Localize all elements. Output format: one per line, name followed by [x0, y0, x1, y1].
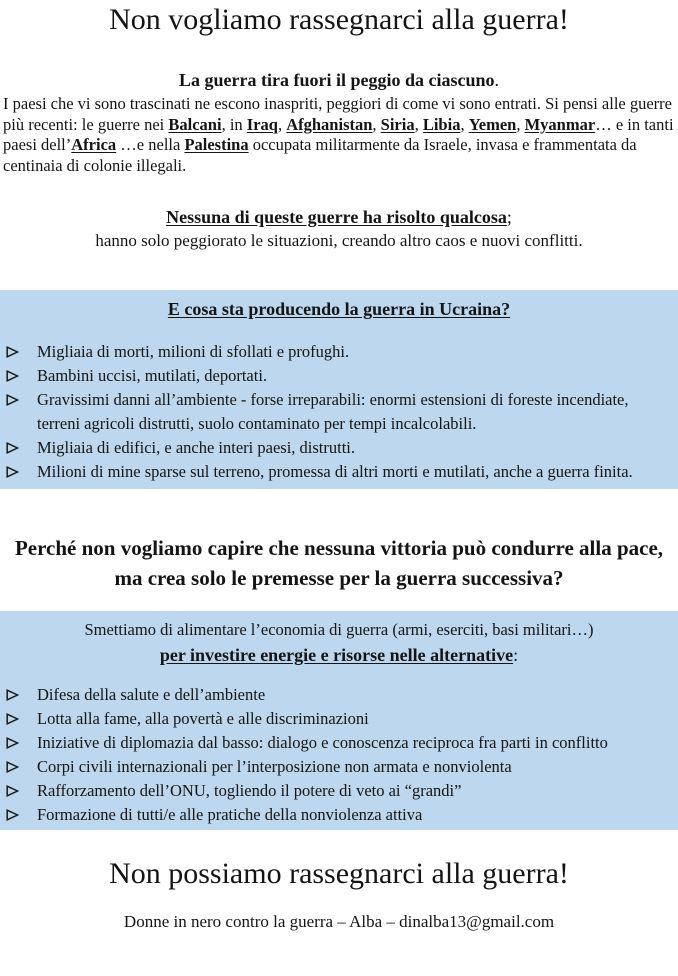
arrow-bullet-icon — [6, 466, 19, 478]
arrow-bullet-icon — [6, 713, 19, 725]
footer-signature: Donne in nero contro la guerra – Alba – dinalba13@gmail.com — [123, 912, 555, 931]
list-item — [0, 388, 678, 436]
list-item-text: Migliaia di morti, milioni di sfollati e profughi. — [37, 342, 350, 361]
list-item-text: Formazione di tutti/e alle pratiche della nonviolenza attiva — [37, 805, 423, 824]
list-item-text: Gravissimi danni all’ambiente - forse irreparabili: enormi estensioni di foreste incendiate, terreni agricoli distrutti, suolo contaminato per tempi incalcolabili. — [37, 390, 629, 433]
list-item-text: Corpi civili internazionali per l’interposizione non armata e nonviolenta — [37, 757, 512, 776]
no-solution-block — [0, 205, 678, 252]
list-item-text: Iniziative di diplomazia dal basso: dialogo e conoscenza reciproca fra parti in conflitto — [37, 733, 608, 752]
ukraine-box-heading: E cosa sta producendo la guerra in Ucraina? — [167, 299, 511, 319]
list-item — [0, 803, 678, 827]
closing-title: Non possiamo rassegnarci alla guerra! — [109, 857, 569, 890]
arrow-bullet-icon — [6, 785, 19, 797]
list-item-text: Difesa della salute e dell’ambiente — [37, 685, 266, 704]
list-item-text: Bambini uccisi, mutilati, deportati. — [37, 366, 268, 385]
list-item — [0, 436, 678, 460]
list-item — [0, 731, 678, 755]
arrow-bullet-icon — [6, 689, 19, 701]
list-item-text: Lotta alla fame, alla povertà e alle discriminazioni — [37, 709, 369, 728]
alternatives-subheading: per investire energie e risorse nelle alternative: — [159, 645, 519, 665]
list-item — [0, 460, 678, 484]
arrow-bullet-icon — [6, 442, 19, 454]
page-title: Non vogliamo rassegnarci alla guerra! — [109, 3, 569, 36]
list-item — [0, 755, 678, 779]
list-item-text: Rafforzamento dell’ONU, togliendo il potere di veto ai “grandi” — [37, 781, 462, 800]
arrow-bullet-icon — [6, 737, 19, 749]
subtitle: La guerra tira fuori il peggio da ciascuno. — [179, 70, 499, 90]
arrow-bullet-icon — [6, 346, 19, 358]
no-solution-subline: hanno solo peggiorato le situazioni, creando altro caos e nuovi conflitti. — [95, 231, 583, 250]
alternatives-list — [0, 683, 678, 827]
list-item-text: Migliaia di edifici, e anche interi paesi, distrutti. — [37, 438, 355, 457]
question-heading: Perché non vogliamo capire che nessuna vittoria può condurre alla pace, ma crea solo le premesse per la guerra successiva? — [14, 536, 664, 590]
list-item — [0, 340, 678, 364]
intro-paragraph: I paesi che vi sono trascinati ne escono inaspriti, peggiori di come vi sono entrati. Si pensi alle guerre più recenti: le guerre nei Balcani, in Iraq, Afghanistan, Siria, Libia, Yemen, Myanmar… e in tanti paesi dell’Africa …e nella Palestina occupata militarmente da Israele, invasa e frammentata da centinaia di colonie illegali. — [3, 94, 674, 175]
alternatives-box — [0, 611, 678, 830]
arrow-bullet-icon — [6, 394, 19, 406]
list-item — [0, 707, 678, 731]
ukraine-list — [0, 340, 678, 484]
arrow-bullet-icon — [6, 370, 19, 382]
ukraine-box — [0, 290, 678, 489]
list-item — [0, 364, 678, 388]
arrow-bullet-icon — [6, 809, 19, 821]
flyer-page — [0, 2, 678, 932]
list-item — [0, 779, 678, 803]
alternatives-intro: Smettiamo di alimentare l’economia di guerra (armi, eserciti, basi militari…) — [84, 620, 594, 639]
arrow-bullet-icon — [6, 761, 19, 773]
no-solution-heading: Nessuna di queste guerre ha risolto qualcosa; — [166, 207, 512, 227]
list-item-text: Milioni di mine sparse sul terreno, promessa di altri morti e mutilati, anche a guerra finita. — [37, 462, 633, 481]
list-item — [0, 683, 678, 707]
